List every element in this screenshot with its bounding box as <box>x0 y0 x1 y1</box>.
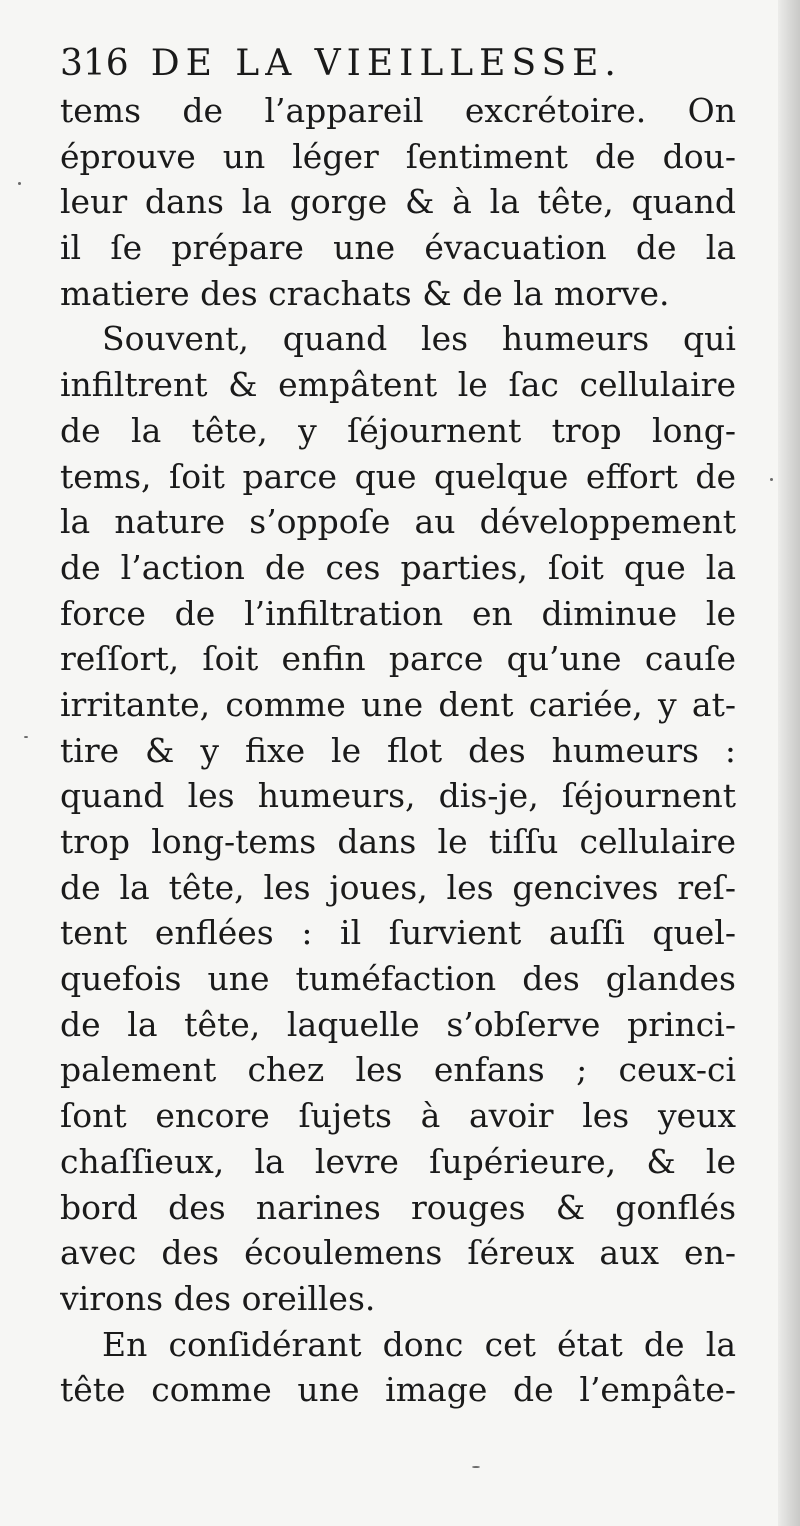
text-line: de la tête, les joues, les gencives reſ- <box>60 867 736 907</box>
paragraph-3 <box>60 1322 736 1413</box>
running-head <box>60 40 736 88</box>
running-title: DE LA VIEILLESSE. <box>150 43 622 84</box>
text-line: ſont encore ſujets à avoir les yeux <box>60 1096 736 1136</box>
paragraph-1 <box>60 88 736 316</box>
text-line: tête comme une image de l’empâte- <box>60 1370 736 1410</box>
text-line: de la tête, laquelle s’obſerve princi- <box>60 1004 736 1044</box>
text-line: En conſidérant donc cet état de la <box>102 1324 736 1364</box>
text-line: chaſſieux, la levre ſupérieure, & le <box>60 1141 736 1181</box>
text-line: bord des narines rouges & gonflés <box>60 1187 736 1227</box>
text-line: avec des écoulemens ſéreux aux en- <box>60 1233 736 1273</box>
text-line: il ſe prépare une évacuation de la <box>60 228 736 268</box>
text-line: tent enflées : il ſurvient auſſi quel- <box>60 913 736 953</box>
text-line: Souvent, quand les humeurs qui <box>102 319 736 359</box>
paper-speck <box>24 736 28 738</box>
paragraph-2 <box>60 316 736 1321</box>
text-line: irritante, comme une dent cariée, y at- <box>60 684 736 724</box>
text-line: la nature s’oppoſe au développement <box>60 502 736 542</box>
text-line: reſſort, ſoit enfin parce qu’une cauſe <box>60 639 736 679</box>
text-line: tire & y fixe le flot des humeurs : <box>60 730 736 770</box>
text-line: de l’action de ces parties, ſoit que la <box>60 547 736 587</box>
text-line: infiltrent & empâtent le ſac cellulaire <box>60 365 736 405</box>
page-edge-shadow <box>778 0 800 1526</box>
text-line: palement chez les enfans ; ceux-ci <box>60 1050 736 1090</box>
text-line: leur dans la gorge & à la tête, quand <box>60 182 736 222</box>
text-line: tems, ſoit parce que quelque effort de <box>60 456 736 496</box>
page-number: 316 <box>60 43 129 84</box>
text-line: matiere des crachats & de la morve. <box>60 273 670 313</box>
paper-speck <box>770 478 773 481</box>
text-line: virons des oreilles. <box>60 1278 376 1318</box>
text-line: force de l’infiltration en diminue le <box>60 593 736 633</box>
paper-speck <box>18 182 21 185</box>
book-page <box>60 40 736 1413</box>
text-line: éprouve un léger ſentiment de dou- <box>60 136 736 176</box>
text-line: quefois une tuméfaction des glandes <box>60 959 736 999</box>
text-line: quand les humeurs, dis-je, ſéjournent <box>60 776 736 816</box>
text-line: de la tête, y ſéjournent trop long- <box>60 410 736 450</box>
text-line: tems de l’appareil excrétoire. On <box>60 91 736 130</box>
paper-speck <box>472 1466 480 1468</box>
text-line: trop long-tems dans le tiſſu cellulaire <box>60 822 736 861</box>
